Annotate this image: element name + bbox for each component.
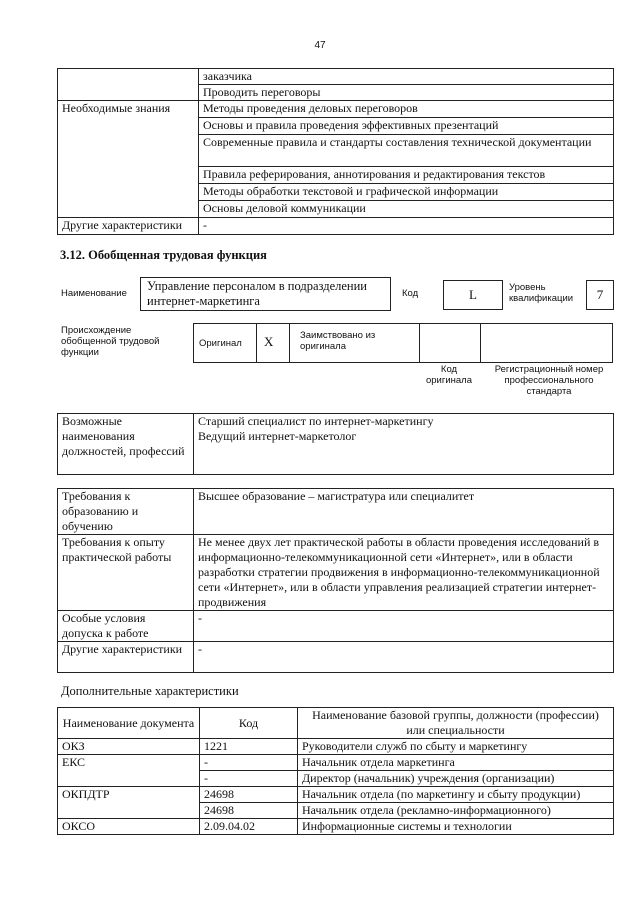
origin-label: Происхождение обобщенной трудовой функции	[61, 325, 160, 358]
table-row	[58, 218, 614, 235]
positions-label: Возможные наименования должностей, профессий	[58, 414, 194, 475]
name-label: Наименование	[61, 288, 127, 299]
position-item: Ведущий интернет-маркетолог	[198, 429, 357, 443]
req-value: -	[194, 611, 614, 642]
cell-code: 24698	[200, 787, 298, 803]
function-name-box: Управление персоналом в подразделении интернет-маркетинга	[140, 277, 391, 311]
req-label: Требования к опыту практической работы	[58, 535, 194, 611]
cell-name: Информационные системы и технологии	[298, 819, 614, 835]
row-label: Другие характеристики	[58, 218, 199, 235]
page-number: 47	[314, 40, 326, 51]
knowledge-table	[57, 68, 614, 235]
row-value: Методы обработки текстовой и графической информации	[199, 184, 614, 201]
row-value: -	[199, 218, 614, 235]
cell-doc: ОКЗ	[58, 739, 200, 755]
table-row	[58, 535, 614, 611]
additional-title: Дополнительные характеристики	[61, 684, 239, 698]
cell-code: -	[200, 771, 298, 787]
row-value: Основы деловой коммуникации	[199, 201, 614, 218]
header-doc: Наименование документа	[58, 708, 200, 739]
additional-table	[57, 707, 614, 835]
cell-doc: ОКПДТР	[58, 787, 200, 819]
cell-code: 24698	[200, 803, 298, 819]
table-header-row	[58, 708, 614, 739]
positions-values	[194, 414, 614, 475]
req-label: Особые условия допуска к работе	[58, 611, 194, 642]
table-row	[58, 69, 614, 85]
requirements-table	[57, 488, 614, 673]
cell-name: Директор (начальник) учреждения (организации)	[298, 771, 614, 787]
level-box: 7	[586, 280, 614, 310]
row-value: Проводить переговоры	[199, 85, 614, 101]
row-value: Основы и правила проведения эффективных презентаций	[199, 118, 614, 135]
row-value: Современные правила и стандарты составления технической документации	[199, 135, 614, 167]
req-value: -	[194, 642, 614, 673]
positions-table	[57, 413, 614, 475]
cell-code: 1221	[200, 739, 298, 755]
table-row	[58, 414, 614, 475]
cell-name: Начальник отдела (рекламно-информационного)	[298, 803, 614, 819]
section-title: 3.12. Обобщенная трудовая функция	[60, 248, 267, 262]
table-row	[58, 787, 614, 803]
original-label: Оригинал	[199, 338, 242, 349]
cell-doc: ЕКС	[58, 755, 200, 787]
cell-name: Начальник отдела (по маркетингу и сбыту продукции)	[298, 787, 614, 803]
row-label	[58, 69, 199, 85]
original-mark: X	[264, 334, 274, 349]
code-label: Код	[402, 288, 419, 299]
code-original-caption: Код оригинала	[425, 364, 472, 386]
table-row	[58, 819, 614, 835]
row-label: Необходимые знания	[58, 101, 199, 218]
header-code: Код	[200, 708, 298, 739]
borrowed-label: Заимствовано из оригинала	[300, 330, 376, 352]
table-row	[58, 642, 614, 673]
cell-code: -	[200, 755, 298, 771]
row-value: заказчика	[199, 69, 614, 85]
cell-doc: ОКСО	[58, 819, 200, 835]
cell-name: Руководители служб по сбыту и маркетингу	[298, 739, 614, 755]
cell-name: Начальник отдела маркетинга	[298, 755, 614, 771]
req-label: Другие характеристики	[58, 642, 194, 673]
table-row	[58, 739, 614, 755]
cell-code: 2.09.04.02	[200, 819, 298, 835]
req-value: Высшее образование – магистратура или специалитет	[194, 489, 614, 535]
reg-number-caption: Регистрационный номер профессионального стандарта	[494, 364, 604, 397]
table-row	[58, 101, 614, 118]
req-label: Требования к образованию и обучению	[58, 489, 194, 535]
table-row	[58, 85, 614, 101]
row-value: Правила реферирования, аннотирования и редактирования текстов	[199, 167, 614, 184]
header-name: Наименование базовой группы, должности (профессии) или специальности	[298, 708, 614, 739]
table-row	[58, 755, 614, 771]
position-item: Старший специалист по интернет-маркетингу	[198, 414, 434, 428]
level-label: Уровень квалификации	[509, 282, 574, 304]
row-label	[58, 85, 199, 101]
req-value: Не менее двух лет практической работы в области проведения исследований в информационно-телекоммуникационной сети «Интернет», или в области разработки стратегии продвижения в информационно-телекоммуникационной сети «Интернет», или в области управления реализацией стратегии интернет-продвижения	[194, 535, 614, 611]
table-row	[58, 611, 614, 642]
code-box: L	[443, 280, 503, 310]
row-value: Методы проведения деловых переговоров	[199, 101, 614, 118]
table-row	[58, 489, 614, 535]
